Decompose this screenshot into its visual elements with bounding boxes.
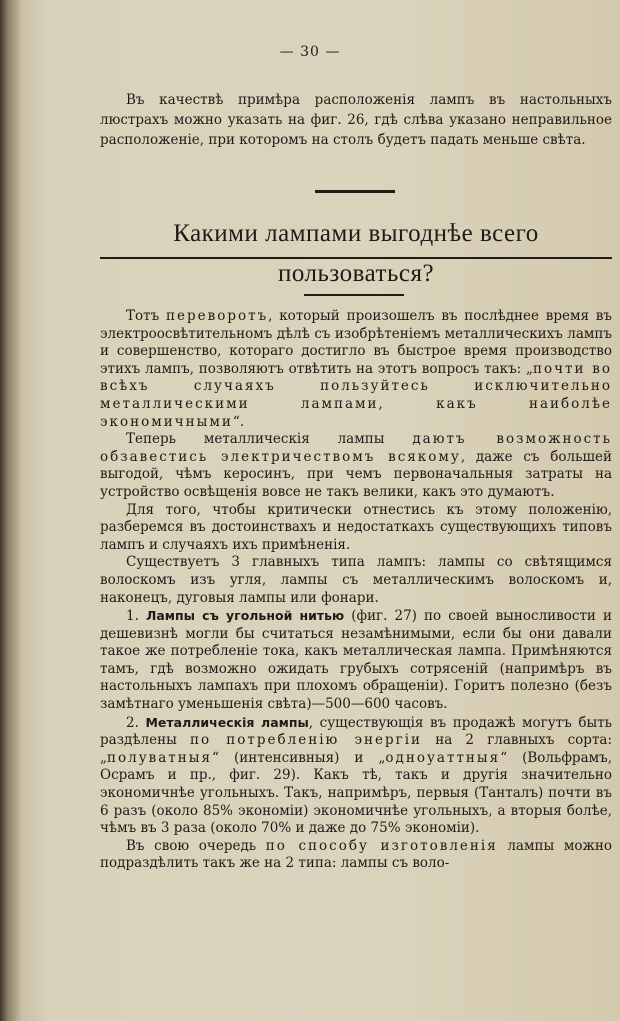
p1-spaced-term: переворотъ — [165, 308, 269, 324]
section-heading: Какими лампами выгоднѣе всего пользоваться? — [173, 220, 539, 287]
p5-bold-term: Лампы съ угольной нитью — [145, 608, 345, 624]
paragraph-6 — [100, 714, 612, 838]
body-text — [100, 308, 612, 873]
p6-number: 2. — [126, 714, 146, 731]
paragraph-7 — [100, 838, 612, 873]
p2-spaced-phrase: даютъ возможность обзавестись электричествомъ всякому — [100, 431, 613, 465]
p5-number: 1. — [126, 608, 146, 625]
p1-spaced-quote: почти во всѣхъ случаяхъ пользуйтесь исключительно металлическими лампами, какъ наиболѣе экономичными — [100, 360, 612, 430]
p1-text-a: Тотъ — [126, 308, 166, 324]
p6-text-c: на 2 главныхъ сорта: „ — [100, 732, 613, 766]
paragraph-5 — [100, 607, 612, 714]
p7-text-a: Въ свою очередь — [126, 837, 266, 854]
heading-underline — [304, 294, 404, 296]
p7-spaced-phrase: по способу изготовленія — [265, 837, 498, 854]
p6-text-g: “ (Вольфрамъ, Осрамъ и пр., фиг. 29). Какъ тѣ, такъ и другія значительно экономичнѣе угольныхъ. Такъ, напримѣръ, первыя (Танталъ) почти въ 6 разъ (около 85% экономіи) экономичнѣе угольныхъ, а вторыя болѣе, чѣмъ въ 3 раза (около 70% и даже до 75% экономіи). — [100, 749, 612, 837]
paragraph-1 — [100, 308, 612, 431]
p5-text: (фиг. 27) по своей выносливости и дешевизнѣ могли бы считаться незамѣнимыми, если бы они давали такое же потребленіе тока, какъ металлическая лампа. Примѣняются тамъ, гдѣ возможно ожидать грубыхъ сотрясеній (напримѣръ въ настольныхъ лампахъ при плохомъ обращеніи). Горитъ полезно (безъ замѣтнаго уменьшенія свѣта)—500—600 часовъ. — [100, 608, 613, 713]
heading-rule — [100, 257, 612, 259]
p6-spaced-term-1: полуватныя — [107, 749, 213, 766]
section-divider — [315, 190, 395, 193]
p2-text-c: , даже съ большей выгодой, чѣмъ керосинъ, при чемъ первоначальныя затраты на устройство освѣщенія вовсе не такъ велики, какъ это думаютъ. — [100, 448, 612, 500]
p6-bold-term: Металлическія лампы — [145, 714, 309, 730]
page-number: — 30 — — [279, 44, 341, 60]
p6-text-e: “ (интенсивныя) и „ — [212, 749, 386, 766]
paragraph-2 — [100, 431, 612, 501]
paragraph-3: Для того, чтобы критически отнестись къ этому положенію, разберемся въ достоинствахъ и недостаткахъ существующихъ типовъ лампъ и случаяхъ ихъ примѣненія. — [100, 501, 612, 553]
paragraph-4: Существуетъ 3 главныхъ типа лампъ: лампы со свѣтящимся волоскомъ изъ угля, лампы съ металлическимъ волоскомъ и, наконецъ, дуговыя лампы или фонари. — [100, 554, 612, 606]
p6-spaced-phrase: по потребленію энергіи — [190, 732, 423, 749]
p2-text-a: Теперь металлическія лампы — [126, 431, 413, 448]
p6-spaced-term-2: одноуаттныя — [385, 749, 501, 766]
intro-paragraph: Въ качествѣ примѣра расположенія лампъ въ настольныхъ люстрахъ можно указать на фиг. 26, гдѣ слѣва указано неправильное расположеніе, при которомъ на столъ будетъ падать меньше свѣта. — [100, 92, 612, 148]
p1-text-e: “. — [232, 413, 245, 430]
p7-text-c: лампы можно подраздѣлить такъ же на 2 типа: лампы съ воло- — [100, 837, 612, 872]
p1-text-c: , который произошелъ въ послѣднее время въ электроосвѣтительномъ дѣлѣ съ изобрѣтеніемъ металлическихъ лампъ и совершенство, котораго достигло въ быстрое время производство этихъ лампъ, позволяютъ отвѣтить на этотъ вопросъ такъ: „ — [100, 308, 612, 377]
p6-text-a: , существующія въ продажѣ могутъ быть раздѣлены — [100, 714, 613, 749]
